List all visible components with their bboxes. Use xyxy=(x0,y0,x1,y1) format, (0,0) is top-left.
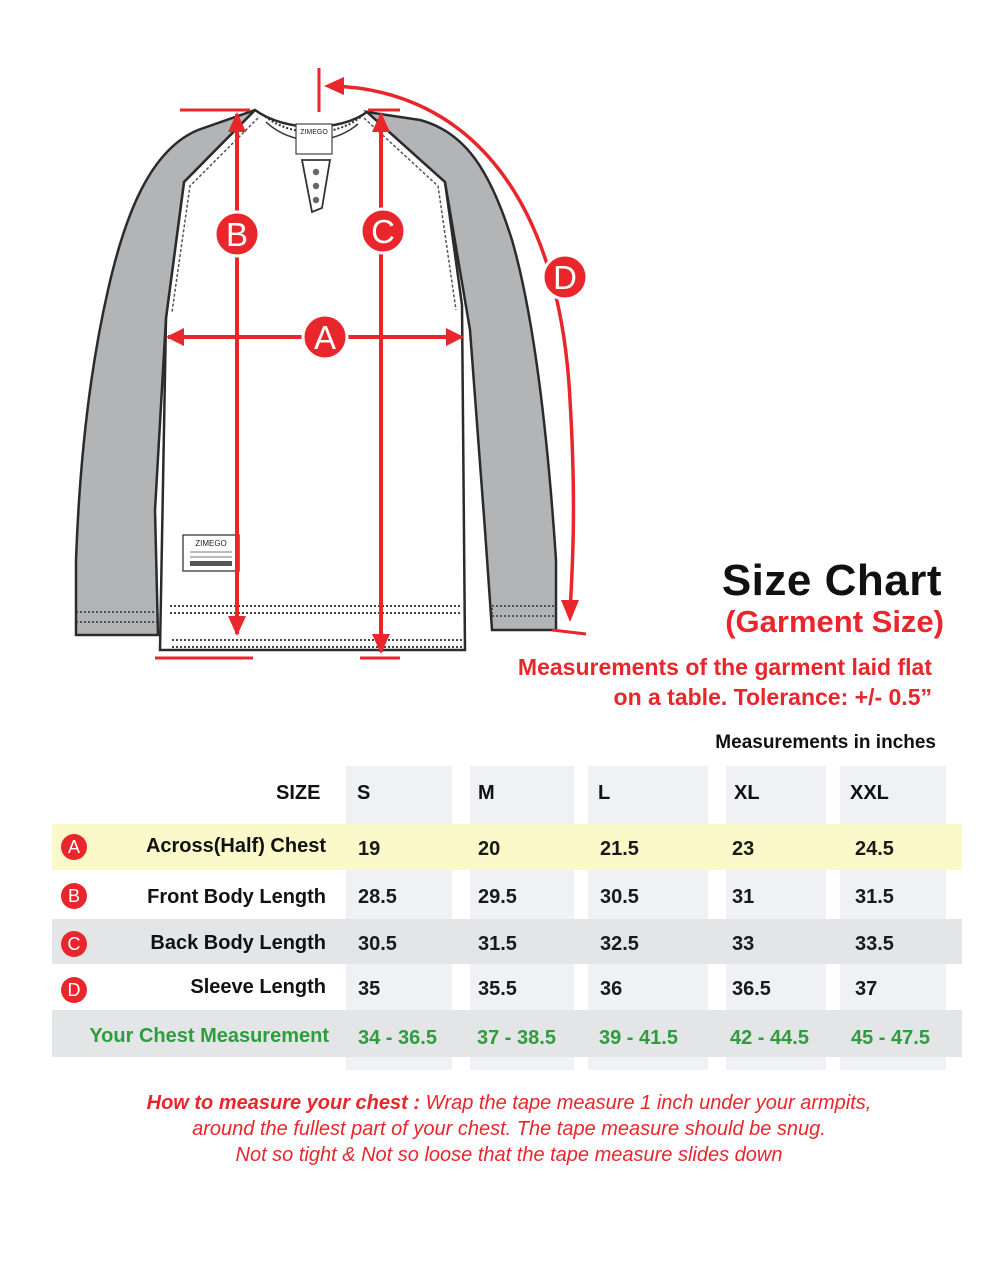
chart-subtitle: (Garment Size) xyxy=(725,604,944,639)
note-line-2: on a table. Tolerance: +/- 0.5” xyxy=(613,684,932,710)
size-s-header: S xyxy=(357,782,371,804)
cell-c-xl: 33 xyxy=(732,933,755,955)
row-label-front-body: Front Body Length xyxy=(147,886,326,908)
cell-b-xl: 31 xyxy=(732,886,755,908)
row-label-sleeve: Sleeve Length xyxy=(190,976,326,998)
marker-c-badge: C xyxy=(61,931,87,957)
cell-c-l: 32.5 xyxy=(600,933,639,955)
chart-title: Size Chart xyxy=(721,556,942,605)
svg-text:B: B xyxy=(225,216,249,253)
size-m-header: M xyxy=(478,782,495,804)
cell-b-l: 30.5 xyxy=(600,886,639,908)
size-header: SIZE xyxy=(276,782,321,804)
how-to-line-3: Not so tight & Not so loose that the tape measure slides down xyxy=(235,1144,783,1166)
cell-chest-l: 39 - 41.5 xyxy=(599,1027,678,1049)
cell-chest-s: 34 - 36.5 xyxy=(358,1027,437,1049)
row-label-across-chest: Across(Half) Chest xyxy=(145,835,326,857)
how-to-line-1: Wrap the tape measure 1 inch under your armpits, xyxy=(420,1092,872,1114)
svg-text:ZIMEGO: ZIMEGO xyxy=(195,539,227,548)
note-line-1: Measurements of the garment laid flat xyxy=(517,654,932,680)
size-l-header: L xyxy=(598,782,611,804)
how-to-lead: How to measure your chest : xyxy=(146,1092,421,1114)
cell-chest-xxl: 45 - 47.5 xyxy=(851,1027,930,1049)
cell-d-s: 35 xyxy=(358,978,381,1000)
svg-text:D: D xyxy=(553,259,577,296)
cell-b-s: 28.5 xyxy=(358,886,397,908)
row-label-chest-measurement: Your Chest Measurement xyxy=(89,1025,329,1047)
cell-c-s: 30.5 xyxy=(358,933,397,955)
how-to-line-2: around the fullest part of your chest. The tape measure should be snug. xyxy=(192,1118,826,1140)
units-label: Measurements in inches xyxy=(715,732,936,753)
svg-text:A: A xyxy=(313,319,337,356)
marker-b-badge: B xyxy=(61,883,87,909)
cell-d-l: 36 xyxy=(600,978,623,1000)
cell-chest-xl: 42 - 44.5 xyxy=(730,1027,809,1049)
marker-a-badge: A xyxy=(61,834,87,860)
svg-text:ZIMEGO: ZIMEGO xyxy=(300,129,328,136)
cell-chest-m: 37 - 38.5 xyxy=(477,1027,556,1049)
cell-c-m: 31.5 xyxy=(478,933,517,955)
svg-text:C: C xyxy=(371,213,395,250)
brand-patch xyxy=(183,535,239,571)
cell-a-l: 21.5 xyxy=(600,838,639,860)
cell-b-xxl: 31.5 xyxy=(855,886,894,908)
measurement-note xyxy=(372,652,932,712)
marker-d-badge: D xyxy=(61,977,87,1003)
cell-b-m: 29.5 xyxy=(478,886,517,908)
cell-d-m: 35.5 xyxy=(478,978,517,1000)
size-xxl-header: XXL xyxy=(850,782,889,804)
cell-d-xl: 36.5 xyxy=(732,978,771,1000)
row-label-back-body: Back Body Length xyxy=(150,932,326,954)
cell-c-xxl: 33.5 xyxy=(855,933,894,955)
cell-a-xxl: 24.5 xyxy=(855,838,894,860)
how-to-measure xyxy=(0,1090,1000,1168)
cell-a-xl: 23 xyxy=(732,838,755,860)
size-xl-header: XL xyxy=(734,782,760,804)
cell-a-s: 19 xyxy=(358,838,381,860)
cell-d-xxl: 37 xyxy=(855,978,878,1000)
cell-a-m: 20 xyxy=(478,838,501,860)
